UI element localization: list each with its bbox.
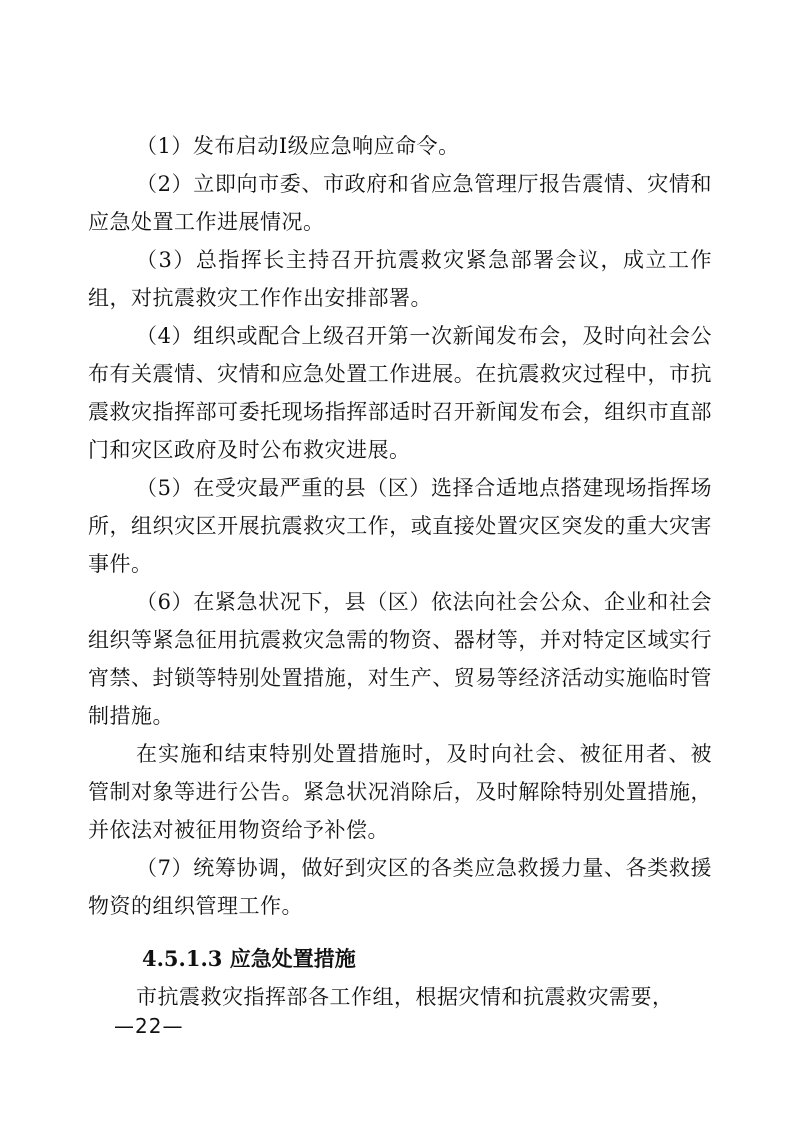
paragraph-7: 在实施和结束特别处置措施时，及时向社会、被征用者、被管制对象等进行公告。紧急状况消除后，及时解除特别处置措施，并依法对被征用物资给予补偿。 xyxy=(88,742,712,842)
paragraph-8: （7）统筹协调，做好到灾区的各类应急救援力量、各类救援物资的组织管理工作。 xyxy=(88,856,712,918)
paragraph-9: 市抗震救灾指挥部各工作组，根据灾情和抗震救灾需要， xyxy=(136,985,674,1009)
paragraph-5: （5）在受灾最严重的县（区）选择合适地点搭建现场指挥场所，组织灾区开展抗震救灾工作，或直接处置灾区突发的重大灾害事件。 xyxy=(88,476,712,576)
paragraph-6: （6）在紧急状况下，县（区）依法向社会公众、企业和社会组织等紧急征用抗震救灾急需的物资、器材等，并对特定区域实行宵禁、封锁等特别处置措施，对生产、贸易等经济活动实施临时管制措施。 xyxy=(88,590,712,728)
paragraph-2: （2）立即向市委、市政府和省应急管理厅报告震情、灾情和应急处置工作进展情况。 xyxy=(88,172,712,234)
page-number: —22— xyxy=(114,1014,184,1038)
paragraph-3: （3）总指挥长主持召开抗震救灾紧急部署会议，成立工作组，对抗震救灾工作作出安排部署。 xyxy=(88,248,712,310)
section-heading: 4.5.1.3 应急处置措施 xyxy=(142,946,356,971)
paragraph-1: （1）发布启动I级应急响应命令。 xyxy=(136,134,460,158)
paragraph-4: （4）组织或配合上级召开第一次新闻发布会，及时向社会公布有关震情、灾情和应急处置工作进展。在抗震救灾过程中，市抗震救灾指挥部可委托现场指挥部适时召开新闻发布会，组织市直部门和灾区政府及时公布救灾进展。 xyxy=(88,324,712,462)
